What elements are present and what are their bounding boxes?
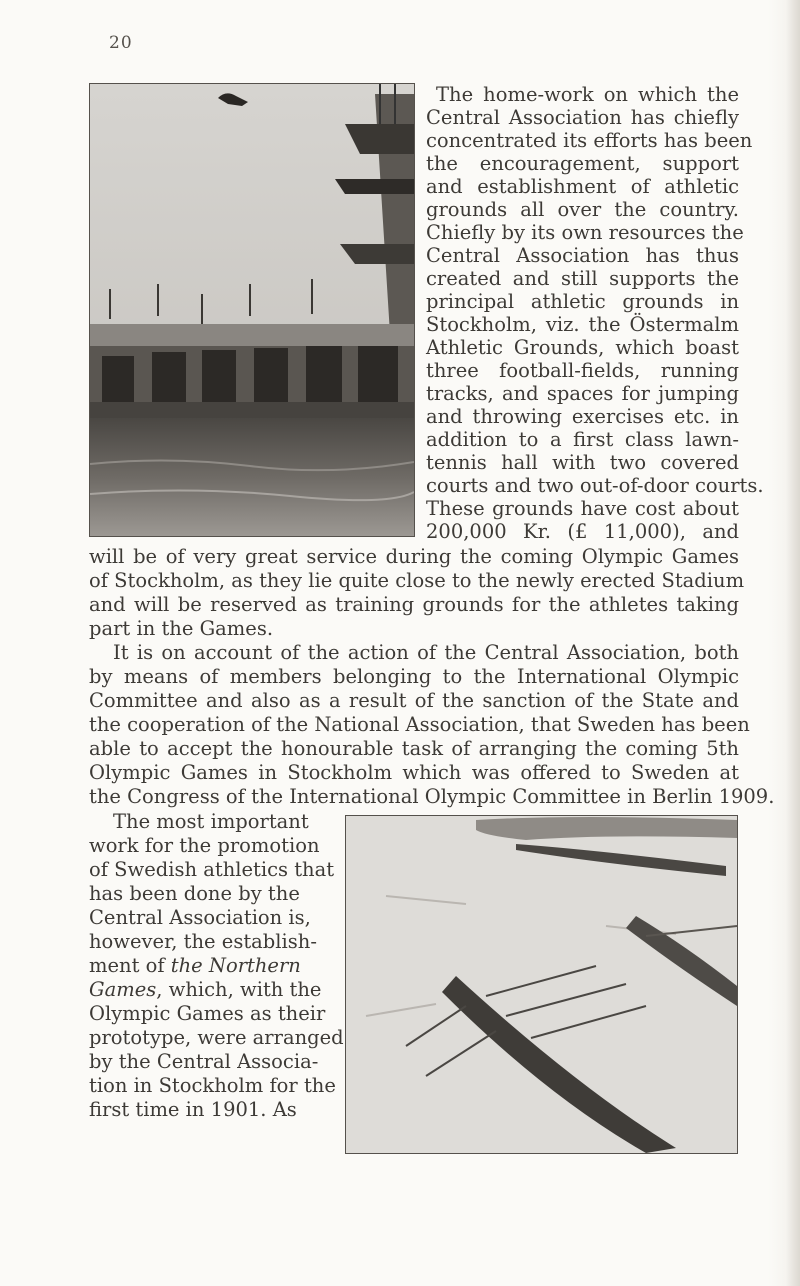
text-line: has been done by the	[89, 882, 300, 905]
text-line: created and still supports the	[426, 267, 739, 290]
text-line: Olympic Games as their	[89, 1002, 326, 1025]
text-line: concentrated its efforts has been	[426, 129, 753, 152]
text-segment: ment of	[89, 954, 171, 977]
text-line: by the Central Associa-	[89, 1050, 319, 1073]
rowing-photo	[345, 815, 738, 1154]
text-line: Stockholm, viz. the Östermalm	[426, 313, 739, 336]
stadium-photo	[89, 83, 415, 537]
text-line: It is on account of the action of the Central Association, both	[113, 641, 739, 664]
text-line: Central Association has chiefly	[426, 106, 739, 129]
text-line: work for the promotion	[89, 834, 320, 857]
text-line: tennis hall with two covered	[426, 451, 739, 474]
text-line: Central Association has thus	[426, 244, 739, 267]
rowing-photo-icon	[346, 816, 737, 1153]
text-line: principal athletic grounds in	[426, 290, 739, 313]
text-line: Central Association is,	[89, 906, 311, 929]
text-line: addition to a first class lawn-	[426, 428, 739, 451]
italic-title: the Northern	[170, 954, 301, 977]
text-line: however, the establish-	[89, 930, 317, 953]
text-line: the Congress of the International Olympic Committee in Berlin 1909.	[89, 785, 775, 808]
text-line: The most important	[113, 810, 309, 833]
text-line: grounds all over the country.	[426, 198, 739, 221]
stadium-photo-icon	[90, 84, 414, 536]
text-line: Chiefly by its own resources the	[426, 221, 744, 244]
text-line: tion in Stockholm for the	[89, 1074, 336, 1097]
text-line: courts and two out-of-door courts.	[426, 474, 764, 497]
text-line: Athletic Grounds, which boast	[426, 336, 739, 359]
text-line: Olympic Games in Stockholm which was offered to Sweden at	[89, 761, 739, 784]
text-line: These grounds have cost about	[426, 497, 739, 520]
page-number: 20	[109, 33, 133, 53]
text-line: part in the Games.	[89, 617, 274, 640]
text-line: and will be reserved as training grounds for the athletes taking	[89, 593, 739, 616]
text-line: the encouragement, support	[426, 152, 739, 175]
text-line: prototype, were arranged	[89, 1026, 344, 1049]
text-line: of Swedish athletics that	[89, 858, 335, 881]
text-line: and establishment of athletic	[426, 175, 739, 198]
text-line: first time in 1901. As	[89, 1098, 297, 1121]
text-line	[89, 978, 321, 1002]
italic-title: Games	[89, 978, 157, 1001]
text-line: tracks, and spaces for jumping	[426, 382, 739, 405]
text-line: Committee and also as a result of the sanction of the State and	[89, 689, 739, 712]
text-line: able to accept the honourable task of arranging the coming 5th	[89, 737, 739, 760]
text-line: The home-work on which the	[436, 83, 739, 106]
text-line: will be of very great service during the coming Olympic Games	[89, 545, 739, 568]
text-line: 200,000 Kr. (£ 11,000), and	[426, 520, 739, 543]
text-line: the cooperation of the National Association, that Sweden has been	[89, 713, 750, 736]
text-line: by means of members belonging to the International Olympic	[89, 665, 739, 688]
text-line: three football-fields, running	[426, 359, 739, 382]
text-line: and throwing exercises etc. in	[426, 405, 739, 428]
text-line	[89, 954, 301, 978]
page-edge-shadow	[786, 0, 800, 1286]
text-segment: , which, with the	[156, 978, 322, 1001]
text-line: of Stockholm, as they lie quite close to the newly erected Stadium	[89, 569, 745, 592]
